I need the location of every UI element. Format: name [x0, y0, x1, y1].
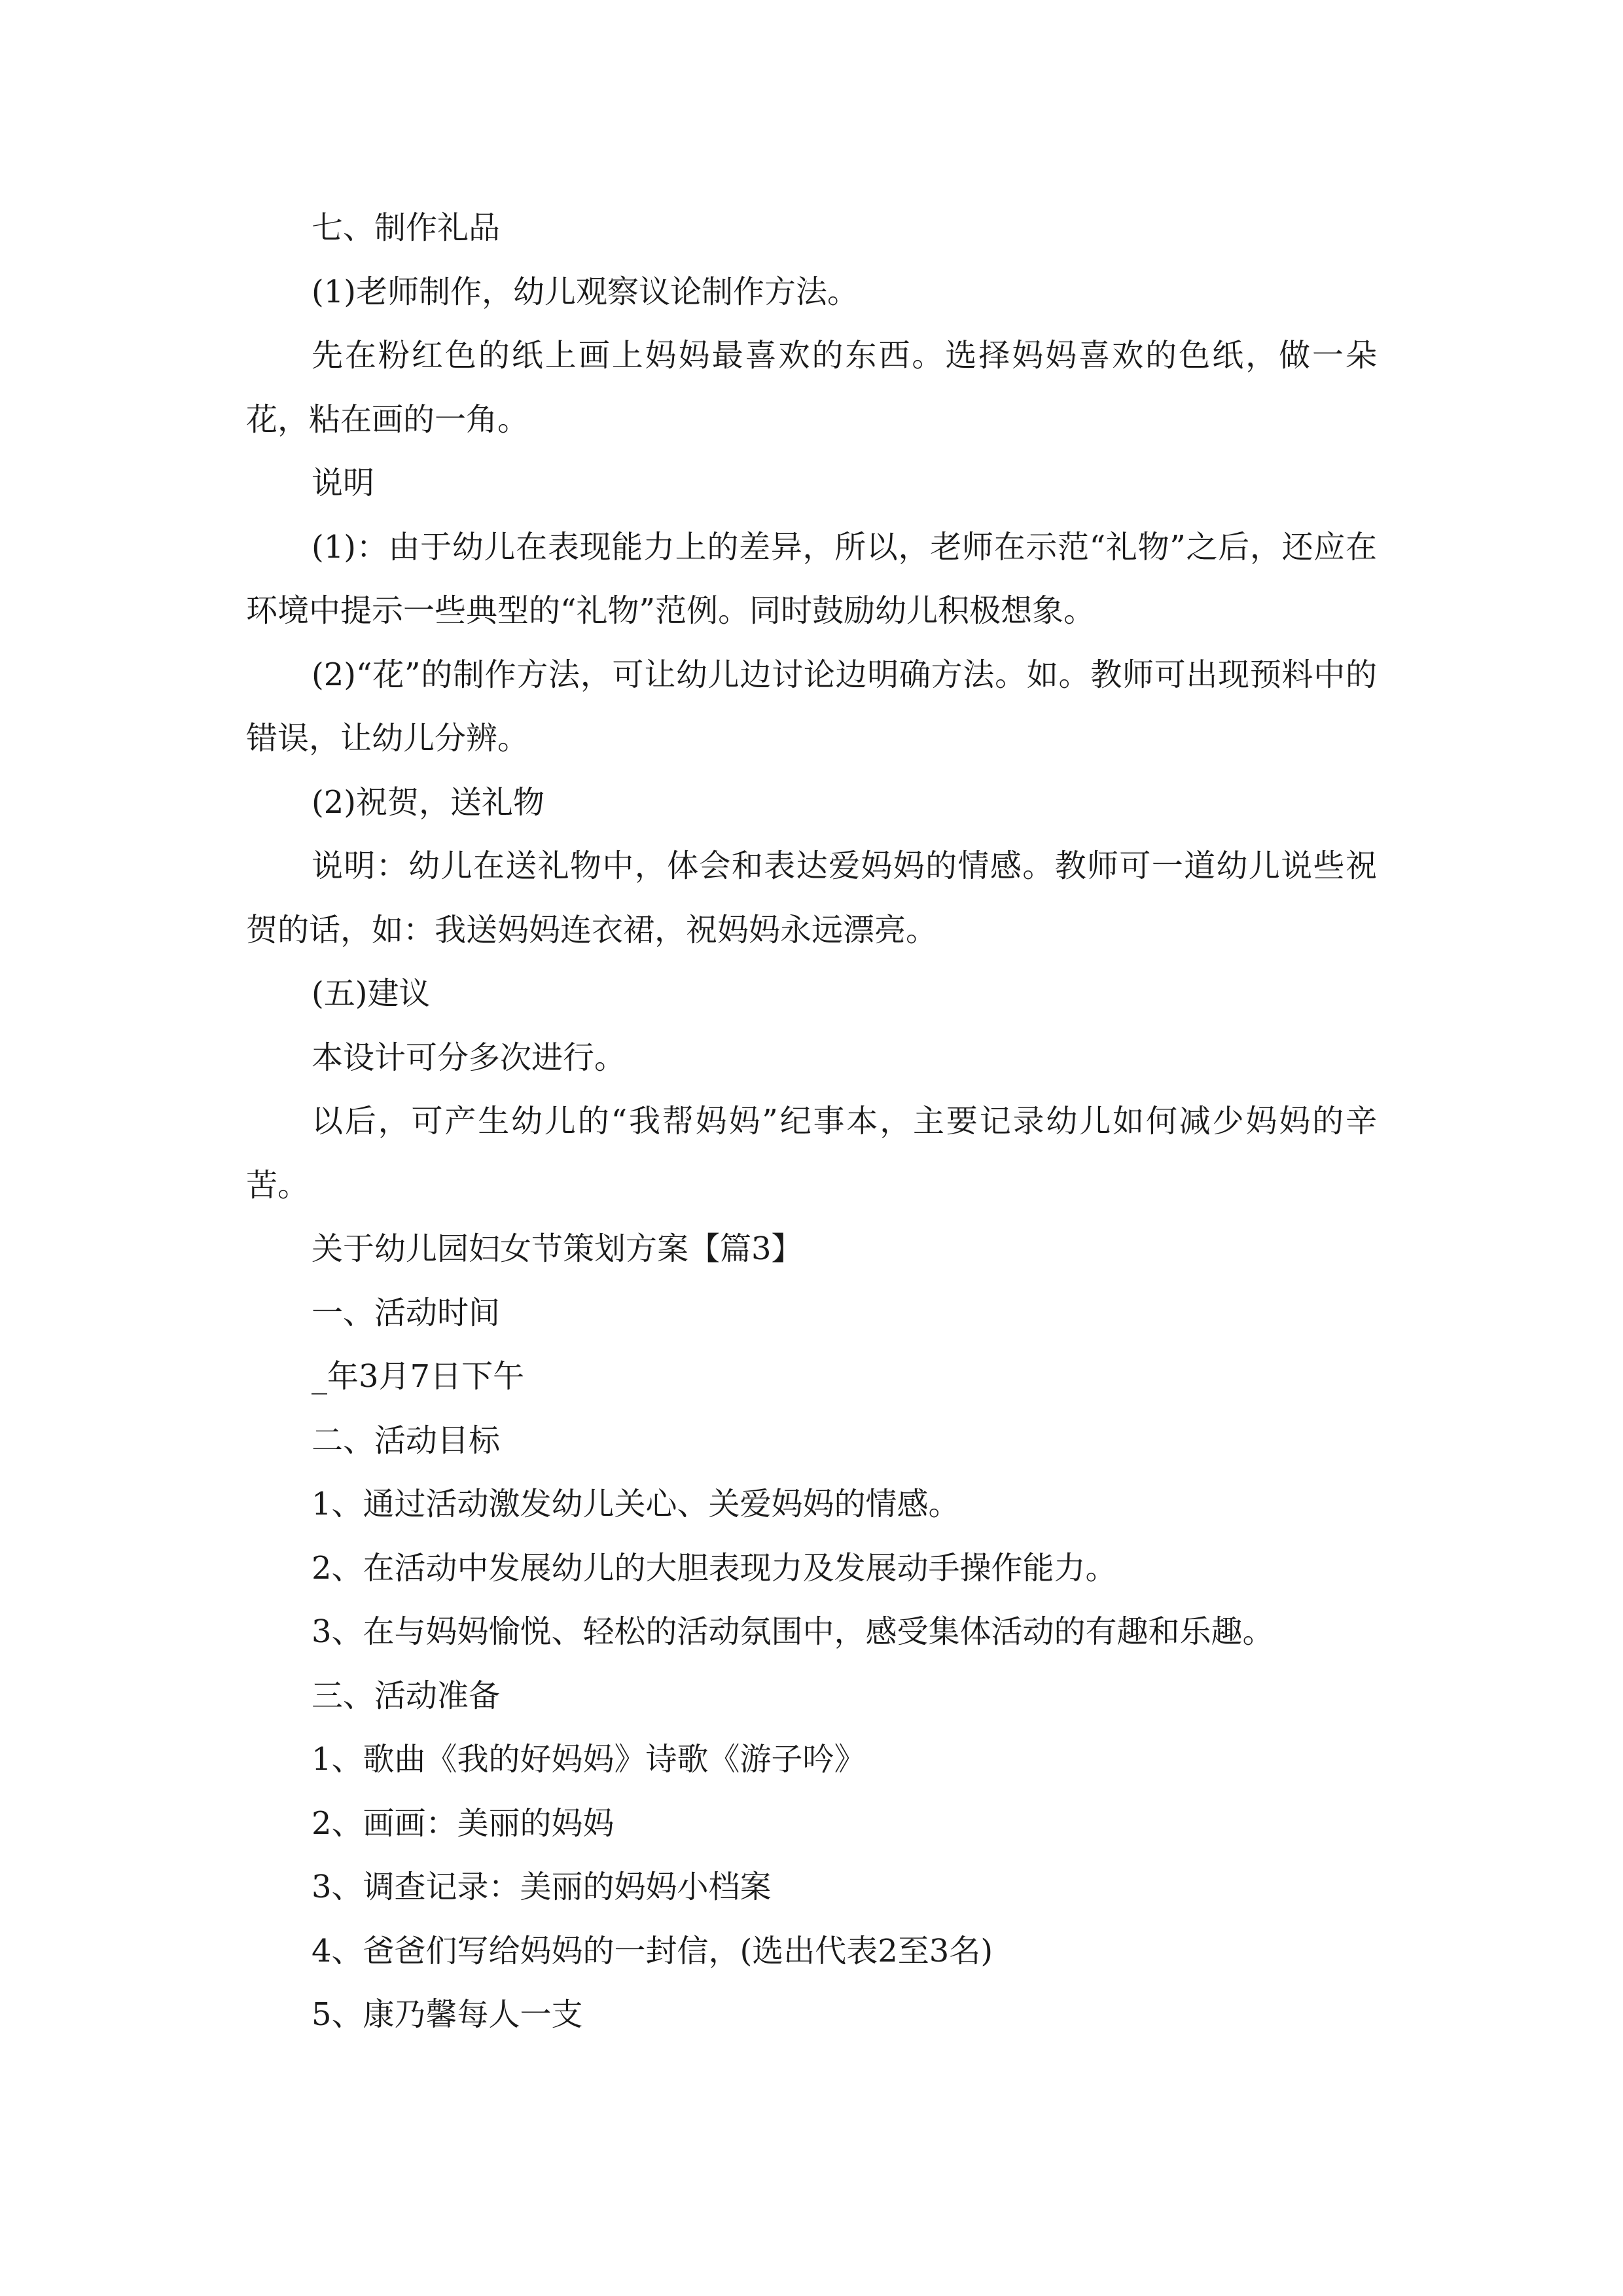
- list-item: 1、通过活动激发幼儿关心、关爱妈妈的情感。: [312, 1486, 960, 1522]
- paragraph: 本设计可分多次进行。: [312, 1039, 626, 1076]
- list-item: 2、在活动中发展幼儿的大胆表现力及发展动手操作能力。: [312, 1549, 1117, 1587]
- paragraph-heading-suggestion: (五)建议: [312, 975, 431, 1012]
- list-item: 5、康乃馨每人一支: [312, 1996, 583, 2033]
- paragraph: 先在粉红色的纸上画上妈妈最喜欢的东西。选择妈妈喜欢的色纸，做一朵花，粘在画的一角。: [246, 337, 1377, 438]
- paragraph: (2)祝贺，送礼物: [312, 783, 544, 821]
- section-heading-activity-preparation: 三、活动准备: [312, 1677, 501, 1714]
- section-heading-activity-goals: 二、活动目标: [312, 1422, 501, 1459]
- document-body: [246, 196, 1377, 2047]
- list-item: 2、画画：美丽的妈妈: [312, 1804, 615, 1842]
- section-heading-make-gifts: 七、制作礼品: [312, 209, 501, 246]
- paragraph: 以后，可产生幼儿的“我帮妈妈”纪事本，主要记录幼儿如何减少妈妈的辛苦。: [246, 1103, 1377, 1204]
- paragraph: (1)老师制作，幼儿观察议论制作方法。: [312, 273, 859, 310]
- list-item: 3、在与妈妈愉悦、轻松的活动氛围中，感受集体活动的有趣和乐趣。: [312, 1613, 1274, 1650]
- paragraph: 说明：幼儿在送礼物中，体会和表达爱妈妈的情感。教师可一道幼儿说些祝贺的话，如：我送妈妈连衣裙，祝妈妈永远漂亮。: [246, 848, 1377, 948]
- article-title: 关于幼儿园妇女节策划方案【篇3】: [312, 1230, 803, 1267]
- paragraph: _年3月7日下午: [312, 1358, 525, 1395]
- list-item: 4、爸爸们写给妈妈的一封信，(选出代表2至3名): [312, 1932, 993, 1969]
- paragraph: (2)“花”的制作方法，可让幼儿边讨论边明确方法。如。教师可出现预料中的错误，让幼儿分辨。: [246, 656, 1377, 757]
- list-item: 3、调查记录：美丽的妈妈小档案: [312, 1869, 772, 1905]
- section-heading-activity-time: 一、活动时间: [312, 1294, 501, 1331]
- paragraph: (1)：由于幼儿在表现能力上的差异，所以，老师在示范“礼物”之后，还应在环境中提示一些典型的“礼物”范例。同时鼓励幼儿积极想象。: [246, 528, 1377, 629]
- list-item: 1、歌曲《我的好妈妈》诗歌《游子吟》: [312, 1741, 866, 1778]
- paragraph-heading-note: 说明: [312, 465, 375, 501]
